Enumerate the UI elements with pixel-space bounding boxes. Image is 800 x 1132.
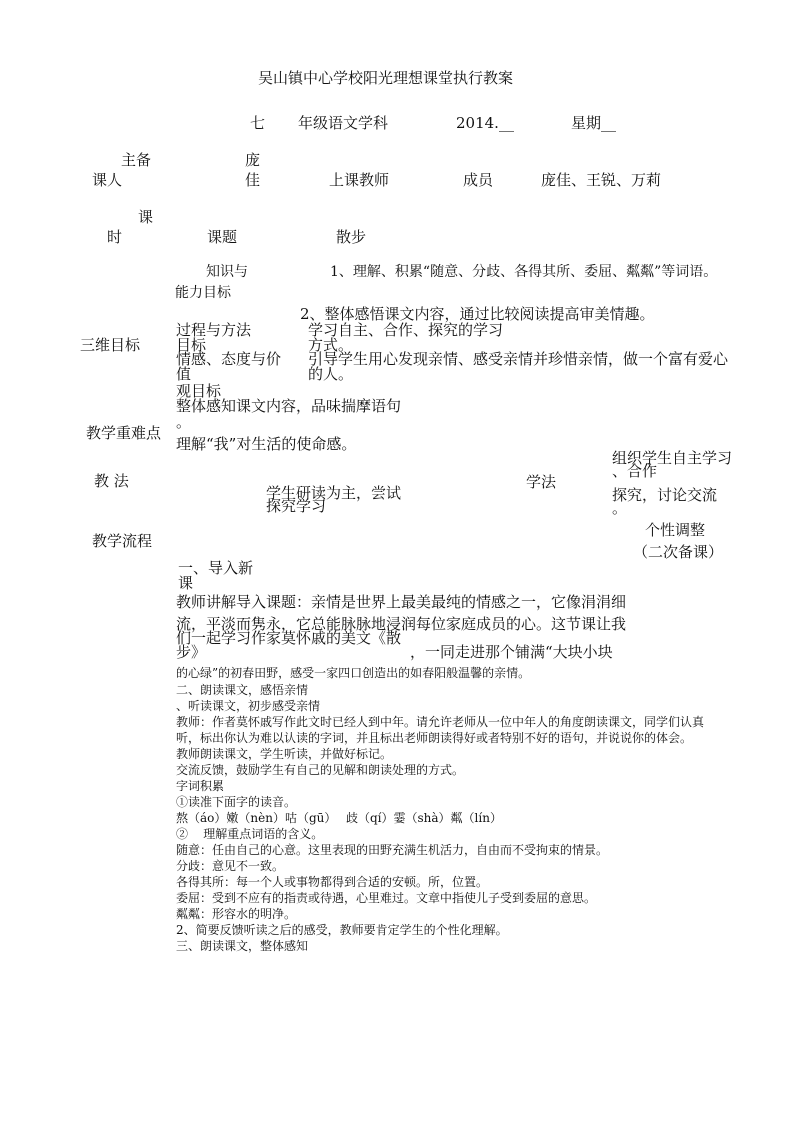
vocabulary-pinyin-a: 熬（áo）嫩（nèn）咕（gū）: [176, 811, 337, 825]
emotion-goal-label-3: 观目标: [176, 382, 222, 400]
three-dimensional-goals-label: 三维目标: [80, 336, 141, 354]
key-points-label: 教学重难点: [86, 424, 162, 442]
weekday: 星期__: [571, 114, 617, 132]
vocabulary-heading: 字词积累: [176, 779, 225, 793]
paragraph-1-line-5: 的心绿”的初春田野，感受一家四口创造出的如春阳般温馨的亲情。: [176, 666, 531, 680]
main-prep-label: 主备: [121, 151, 152, 169]
emotion-goal-label-2: 值: [176, 365, 192, 383]
definition-2: 分歧：意见不一致。: [176, 859, 285, 873]
key-points-value-2: 。: [176, 413, 192, 431]
main-prep-label-2: 课人: [92, 171, 123, 189]
document-title: 吴山镇中心学校阳光理想课堂执行教案: [258, 69, 514, 87]
emotion-goal-value: 引导学生用心发现亲情、感受亲情并珍惜亲情，做一个富有爱心: [308, 350, 729, 368]
key-points-value: 整体感知课文内容，品味揣摩语句: [176, 397, 402, 415]
section-2-paragraph-3: 交流反馈，鼓励学生有自己的见解和朗读处理的方式。: [176, 763, 465, 777]
emotion-goal-value-2: 的人。: [308, 365, 354, 383]
vocabulary-pinyin-b: 歧（qí）霎（shà）粼（lín）: [346, 811, 502, 825]
members-label: 成员: [463, 171, 494, 189]
paragraph-1-line-4b: ，一同走进那个铺满“大块小块: [410, 643, 613, 661]
definition-4: 委屈：受到不应有的指责或待遇，心里难过。文章中指使儿子受到委屈的意思。: [176, 891, 597, 905]
members-value: 庞佳、王锐、万莉: [541, 171, 662, 189]
section-2-heading: 二、朗读课文，感悟亲情: [176, 683, 309, 697]
section-2-item-2: 2、简要反馈听读之后的感受，教师要肯定学生的个性化理解。: [176, 923, 508, 937]
paragraph-1-line-3: 们一起学习作家莫怀戚的美文《散: [176, 629, 402, 647]
section-1-heading: 一、导入新: [178, 559, 254, 577]
emotion-goal-label: 情感、态度与价: [176, 350, 282, 368]
second-prep-label: （二次备课）: [633, 543, 724, 561]
teaching-method-value-2: 探究学习: [266, 497, 327, 515]
process-goal-value: 学习自主、合作、探究的学习: [308, 321, 504, 339]
learning-method-value: 组织学生自主学习: [612, 449, 733, 467]
grade-subject: 年级语文学科: [298, 114, 389, 132]
knowledge-goal-label-2: 能力目标: [175, 285, 231, 301]
teaching-flow-label: 教学流程: [92, 532, 153, 550]
main-prep-name: 庞: [245, 151, 261, 169]
personal-adjustment-label: 个性调整: [645, 521, 706, 539]
section-2-paragraph-2: 教师朗读课文，学生听读，并做好标记。: [176, 747, 393, 761]
teaching-method-value: 学生研读为主，尝试: [266, 484, 402, 502]
section-2-sub-heading: 、听读课文，初步感受亲情: [176, 699, 321, 713]
vocabulary-item-1: ①读准下面字的读音。: [176, 795, 297, 809]
hours-label-2: 时: [107, 228, 123, 246]
learning-method-label: 学法: [526, 473, 557, 491]
topic-value: 散步: [336, 228, 367, 246]
process-goal-label: 过程与方法: [176, 321, 252, 339]
paragraph-1-line-4a: 步》: [176, 643, 207, 661]
vocabulary-item-2: ② 理解重点词语的含义。: [176, 827, 324, 841]
main-prep-name-2: 佳: [245, 171, 261, 189]
process-goal-value-2: 方式。: [308, 336, 354, 354]
knowledge-goal-item-1: 1、理解、积累“随意、分歧、各得其所、委屈、粼粼”等词语。: [330, 264, 718, 280]
paragraph-1-line-2: 流，平淡而隽永，它总能脉脉地浸润每位家庭成员的心。这节课让我: [176, 615, 627, 633]
key-points-value-3: 理解“我”对生活的使命感。: [176, 435, 357, 453]
definition-5: 粼粼：形容水的明净。: [176, 907, 297, 921]
teaching-method-label: 教 法: [94, 472, 129, 490]
topic-label: 课题: [207, 228, 238, 246]
hours-label: 课: [138, 208, 154, 226]
section-3-heading: 三、朗读课文，整体感知: [176, 939, 309, 953]
paragraph-1-line-1: 教师讲解导入课题：亲情是世界上最美最纯的情感之一，它像涓涓细: [176, 593, 627, 611]
section-2-paragraph-1-line-2: 听，标出你认为难以认读的字词，并且标出老师朗读得好或者特别不好的语句，并说说你的体会。: [176, 731, 693, 745]
learning-method-value-3: 探究，讨论交流: [612, 486, 718, 504]
knowledge-goal-item-2: 2、整体感悟课文内容，通过比较阅读提高审美情趣。: [300, 305, 655, 323]
teacher-label: 上课教师: [329, 171, 390, 189]
learning-method-value-2: 、合作: [612, 462, 658, 480]
knowledge-goal-label: 知识与: [206, 264, 248, 280]
grade: 七: [250, 114, 266, 132]
date: 2014.__: [456, 114, 514, 132]
definition-1: 随意：任由自己的心意。这里表现的田野充满生机活力，自由而不受拘束的情景。: [176, 843, 609, 857]
learning-method-value-4: 。: [612, 499, 628, 517]
process-goal-label-2: 目标: [176, 336, 207, 354]
section-2-paragraph-1-line-1: 教师：作者莫怀戚写作此文时已经人到中年。请允许老师从一位中年人的角度朗读课文，同学们认真: [176, 715, 705, 729]
section-1-heading-2: 课: [178, 574, 194, 592]
definition-3: 各得其所：每一个人或事物都得到合适的安顿。所，位置。: [176, 875, 489, 889]
